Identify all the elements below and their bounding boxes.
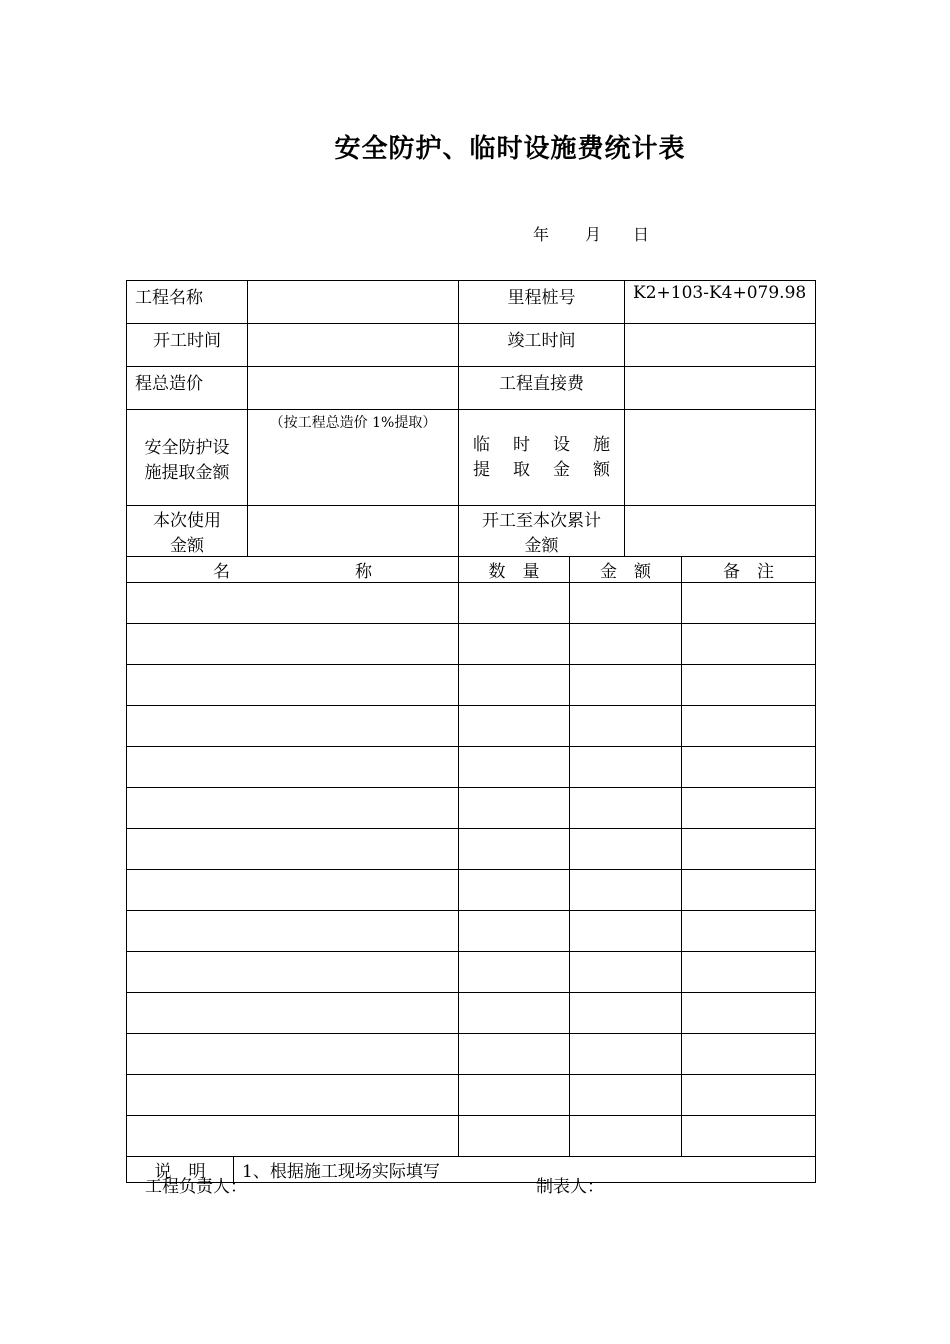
current-use-label bbox=[127, 506, 248, 557]
current-use-label-line2: 金额 bbox=[170, 536, 204, 556]
row-amount-cell[interactable] bbox=[570, 1034, 682, 1075]
table-row bbox=[127, 624, 816, 665]
completion-time-field[interactable] bbox=[625, 324, 816, 367]
current-use-label-line1: 本次使用 bbox=[153, 511, 221, 531]
row-quantity-cell[interactable] bbox=[459, 911, 570, 952]
row-quantity-cell[interactable] bbox=[459, 788, 570, 829]
statistics-form bbox=[126, 280, 816, 1183]
cumulative-field[interactable] bbox=[625, 506, 816, 557]
row-amount-cell[interactable] bbox=[570, 665, 682, 706]
row-quantity-cell[interactable] bbox=[459, 870, 570, 911]
row-amount-cell[interactable] bbox=[570, 583, 682, 624]
row-name-cell[interactable] bbox=[127, 788, 459, 829]
row-amount-cell[interactable] bbox=[570, 952, 682, 993]
table-row bbox=[127, 747, 816, 788]
row-remark-cell[interactable] bbox=[682, 747, 816, 788]
direct-cost-label: 工程直接费 bbox=[459, 367, 625, 410]
row-quantity-cell[interactable] bbox=[459, 993, 570, 1034]
safety-amount-field[interactable] bbox=[248, 410, 459, 506]
row-name-cell[interactable] bbox=[127, 1034, 459, 1075]
safety-amount-label-line2: 施提取金额 bbox=[144, 462, 230, 483]
row-amount-cell[interactable] bbox=[570, 1075, 682, 1116]
cumulative-label bbox=[459, 506, 625, 557]
row-amount-cell[interactable] bbox=[570, 1116, 682, 1157]
row-amount-cell[interactable] bbox=[570, 829, 682, 870]
row-remark-cell[interactable] bbox=[682, 665, 816, 706]
mileage-label: 里程桩号 bbox=[459, 281, 625, 324]
row-amount-cell[interactable] bbox=[570, 788, 682, 829]
temp-facility-label bbox=[459, 410, 625, 506]
row-remark-cell[interactable] bbox=[682, 911, 816, 952]
total-cost-field[interactable] bbox=[248, 367, 459, 410]
row-amount-cell[interactable] bbox=[570, 911, 682, 952]
row-quantity-cell[interactable] bbox=[459, 665, 570, 706]
data-rows bbox=[127, 583, 816, 1157]
project-name-label: 工程名称 bbox=[127, 281, 248, 324]
row-quantity-cell[interactable] bbox=[459, 952, 570, 993]
total-cost-label: 程总造价 bbox=[127, 367, 248, 410]
row-name-cell[interactable] bbox=[127, 870, 459, 911]
row-name-cell[interactable] bbox=[127, 911, 459, 952]
start-time-label: 开工时间 bbox=[127, 324, 248, 367]
table-row bbox=[127, 788, 816, 829]
row-amount-cell[interactable] bbox=[570, 706, 682, 747]
column-header-amount: 金 额 bbox=[570, 557, 682, 583]
current-use-field[interactable] bbox=[248, 506, 459, 557]
safety-amount-label-line1: 安全防护设 bbox=[144, 437, 230, 458]
row-remark-cell[interactable] bbox=[682, 706, 816, 747]
row-amount-cell[interactable] bbox=[570, 747, 682, 788]
row-quantity-cell[interactable] bbox=[459, 1075, 570, 1116]
column-header-name-2: 称 bbox=[355, 562, 372, 582]
row-remark-cell[interactable] bbox=[682, 1075, 816, 1116]
row-remark-cell[interactable] bbox=[682, 583, 816, 624]
project-name-field[interactable] bbox=[248, 281, 459, 324]
table-row bbox=[127, 993, 816, 1034]
preparer-label: 制表人： bbox=[536, 1177, 604, 1197]
page-title: 安全防护、临时设施费统计表 bbox=[334, 134, 686, 164]
row-quantity-cell[interactable] bbox=[459, 706, 570, 747]
table-row bbox=[127, 911, 816, 952]
row-remark-cell[interactable] bbox=[682, 993, 816, 1034]
column-header-quantity: 数 量 bbox=[459, 557, 570, 583]
row-name-cell[interactable] bbox=[127, 952, 459, 993]
row-amount-cell[interactable] bbox=[570, 870, 682, 911]
row-remark-cell[interactable] bbox=[682, 952, 816, 993]
row-name-cell[interactable] bbox=[127, 1075, 459, 1116]
row-name-cell[interactable] bbox=[127, 747, 459, 788]
row-quantity-cell[interactable] bbox=[459, 747, 570, 788]
date-line bbox=[533, 222, 649, 245]
date-month: 月 bbox=[585, 225, 602, 244]
row-name-cell[interactable] bbox=[127, 829, 459, 870]
completion-time-label: 竣工时间 bbox=[459, 324, 625, 367]
row-remark-cell[interactable] bbox=[682, 1116, 816, 1157]
row-quantity-cell[interactable] bbox=[459, 583, 570, 624]
table-row bbox=[127, 1034, 816, 1075]
row-amount-cell[interactable] bbox=[570, 624, 682, 665]
cumulative-label-line1: 开工至本次累计 bbox=[482, 511, 601, 531]
row-name-cell[interactable] bbox=[127, 624, 459, 665]
table-row bbox=[127, 665, 816, 706]
safety-amount-label bbox=[127, 410, 248, 506]
row-name-cell[interactable] bbox=[127, 665, 459, 706]
row-name-cell[interactable] bbox=[127, 1116, 459, 1157]
table-row bbox=[127, 583, 816, 624]
row-remark-cell[interactable] bbox=[682, 624, 816, 665]
row-quantity-cell[interactable] bbox=[459, 1034, 570, 1075]
row-quantity-cell[interactable] bbox=[459, 829, 570, 870]
note-label: 说 明 bbox=[127, 1157, 234, 1183]
row-remark-cell[interactable] bbox=[682, 788, 816, 829]
row-quantity-cell[interactable] bbox=[459, 624, 570, 665]
table-row bbox=[127, 870, 816, 911]
column-header-name bbox=[127, 557, 459, 583]
column-header-remark: 备 注 bbox=[682, 557, 816, 583]
mileage-field[interactable]: K2+103-K4+079.98 bbox=[625, 281, 816, 324]
table-row bbox=[127, 706, 816, 747]
table-row bbox=[127, 1116, 816, 1157]
direct-cost-field[interactable] bbox=[625, 367, 816, 410]
row-name-cell[interactable] bbox=[127, 706, 459, 747]
row-remark-cell[interactable] bbox=[682, 870, 816, 911]
row-remark-cell[interactable] bbox=[682, 829, 816, 870]
temp-facility-label-line2: 提 取 金 额 bbox=[473, 459, 610, 480]
date-day: 日 bbox=[633, 225, 650, 244]
table-row bbox=[127, 1075, 816, 1116]
note-text: 1、根据施工现场实际填写 bbox=[234, 1157, 816, 1183]
cumulative-label-line2: 金额 bbox=[524, 536, 559, 556]
date-year: 年 bbox=[533, 225, 550, 244]
start-time-field[interactable] bbox=[248, 324, 459, 367]
table-row bbox=[127, 952, 816, 993]
temp-facility-label-line1: 临 时 设 施 bbox=[473, 434, 610, 455]
row-remark-cell[interactable] bbox=[682, 1034, 816, 1075]
safety-amount-note: （按工程总造价 1%提取） bbox=[269, 415, 437, 431]
row-quantity-cell[interactable] bbox=[459, 1116, 570, 1157]
row-name-cell[interactable] bbox=[127, 993, 459, 1034]
column-header-name-1: 名 bbox=[213, 562, 230, 582]
temp-facility-field[interactable] bbox=[625, 410, 816, 506]
row-name-cell[interactable] bbox=[127, 583, 459, 624]
project-lead-label: 工程负责人： bbox=[145, 1177, 247, 1197]
row-amount-cell[interactable] bbox=[570, 993, 682, 1034]
table-row bbox=[127, 829, 816, 870]
